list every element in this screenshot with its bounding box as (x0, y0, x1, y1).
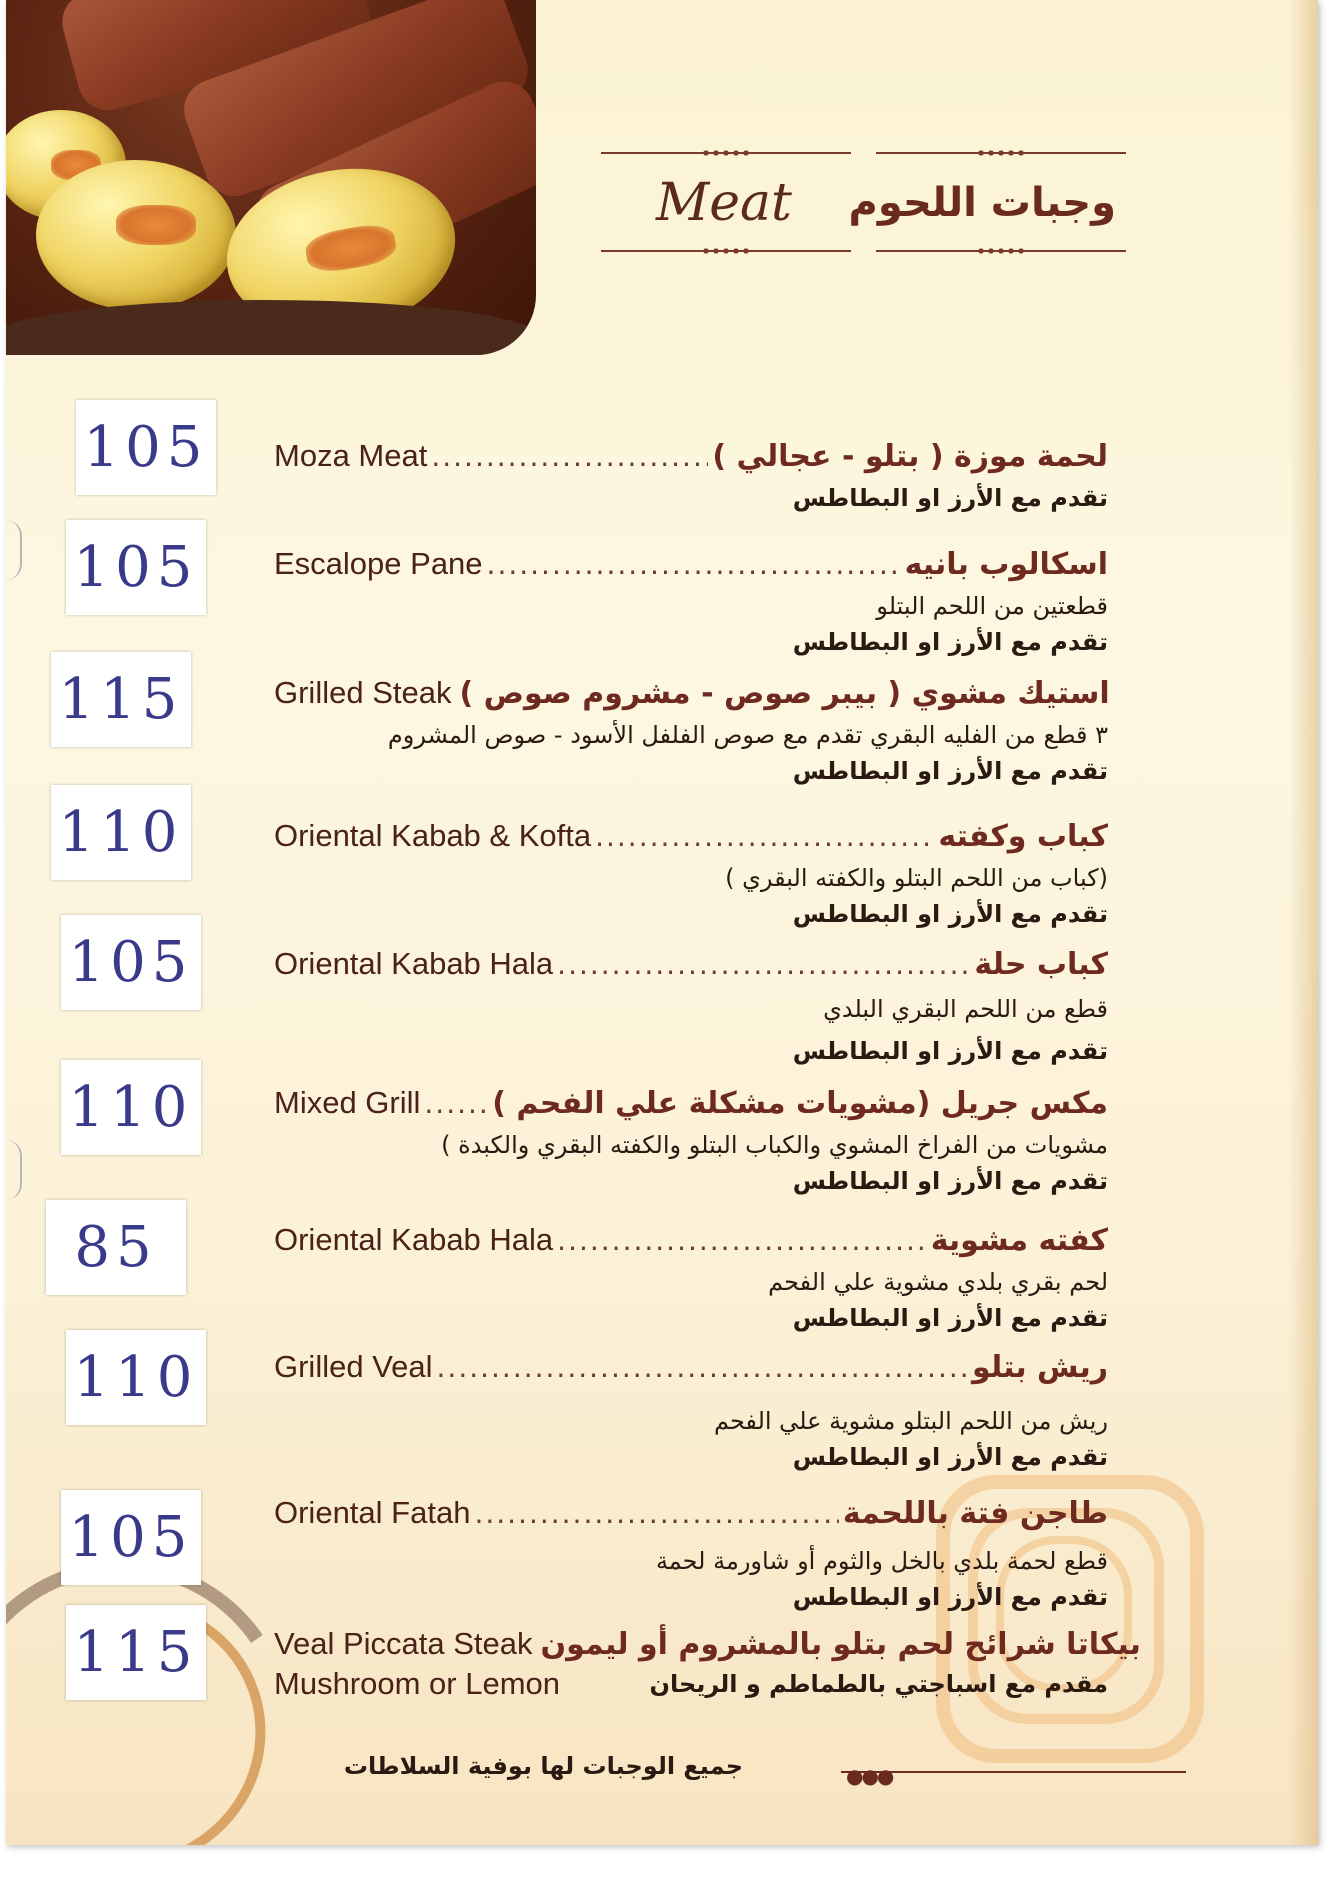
page-edge (1288, 0, 1318, 1845)
item-description-line: مقدم مع اسباجتي بالطماطم و الريحان (649, 1670, 1108, 1698)
item-description-line: مشويات من الفراخ المشوي والكباب البتلو والكفته البقري والكبدة ) (441, 1131, 1108, 1159)
item-description-line: تقدم مع الأرز او البطاطس (792, 1583, 1108, 1611)
price-tag: 115 (66, 1605, 206, 1700)
footer-note: جميع الوجبات لها بوفية السلاطات (343, 1752, 743, 1780)
item-description-line: تقدم مع الأرز او البطاطس (792, 628, 1108, 656)
leader-dots (487, 548, 901, 581)
item-description-line: تقدم مع الأرز او البطاطس (792, 1167, 1108, 1195)
item-name-en: Oriental Kabab Hala (274, 946, 554, 981)
divider (601, 152, 851, 154)
price-column (46, 0, 216, 1845)
divider (876, 250, 1126, 252)
item-name-ar: كباب حلة (974, 947, 1108, 982)
item-name-en: Mixed Grill (274, 1085, 421, 1120)
item-description-line: تقدم مع الأرز او البطاطس (792, 1304, 1108, 1332)
section-header (601, 140, 1131, 260)
price-tag: 85 (46, 1200, 186, 1295)
leader-dots (557, 1224, 927, 1257)
item-name-en: Grilled Veal (274, 1349, 433, 1384)
item-description (274, 717, 1108, 789)
menu-item (274, 546, 1108, 660)
item-name-en: Veal Piccata Steak (274, 1626, 533, 1661)
footer-divider (841, 1771, 1186, 1773)
leader-dots (437, 1351, 969, 1384)
item-description-line: تقدم مع الأرز او البطاطس (792, 1037, 1108, 1065)
price-tag: 115 (51, 652, 191, 747)
item-description (274, 988, 1108, 1072)
item-description-line: ريش من اللحم البتلو مشوية علي الفحم (713, 1407, 1108, 1435)
item-description-line: (كباب من اللحم البتلو والكفته البقري ) (725, 864, 1108, 892)
item-description (274, 1127, 1108, 1199)
item-name-ar: مكس جريل (مشويات مشكلة علي الفحم ) (492, 1086, 1108, 1121)
item-name-en: Escalope Pane (274, 546, 483, 581)
leader-dots (431, 440, 708, 473)
leader-dots (595, 820, 934, 853)
item-name-en-continued: Mushroom or Lemon (274, 1666, 561, 1701)
price-tag: 105 (61, 1490, 201, 1585)
price-tag: 105 (76, 400, 216, 495)
menu-page (6, 0, 1318, 1845)
item-description (274, 1264, 1108, 1336)
item-name-ar: اسكالوب بانيه (904, 547, 1108, 582)
footer-ornament: ●●● (846, 1764, 893, 1788)
section-title-ar: وجبات اللحوم (848, 180, 1116, 226)
menu-item (274, 438, 1108, 516)
menu-item (274, 1495, 1108, 1615)
menu-item (274, 675, 1108, 789)
menu-item (274, 818, 1108, 932)
item-second-line (274, 1666, 1108, 1702)
item-name-en: Oriental Fatah (274, 1495, 471, 1530)
item-name-en: Moza Meat (274, 438, 428, 473)
divider (601, 250, 851, 252)
item-name-en: Grilled Steak (274, 675, 452, 710)
item-description-line: تقدم مع الأرز او البطاطس (792, 900, 1108, 928)
item-description (274, 480, 1108, 516)
divider (876, 152, 1126, 154)
binder-hole (6, 1140, 22, 1200)
item-name-ar: بيكاتا شرائح لحم بتلو بالمشروم أو ليمون (540, 1627, 1141, 1662)
item-name-en: Oriental Kabab & Kofta (274, 818, 592, 853)
item-name-ar: طاجن فتة باللحمة (842, 1496, 1108, 1531)
section-title-en: Meat (656, 173, 792, 233)
menu-item (274, 1626, 1141, 1702)
item-description-line: لحم بقري بلدي مشوية علي الفحم (768, 1268, 1108, 1296)
item-description (274, 860, 1108, 932)
item-description (274, 1543, 1108, 1615)
item-description (274, 588, 1108, 660)
item-name-ar: كباب وكفته (938, 819, 1108, 854)
leader-dots (424, 1087, 488, 1120)
leader-dots (557, 948, 970, 981)
item-name-ar: كفته مشوية (930, 1223, 1108, 1258)
item-description-line: تقدم مع الأرز او البطاطس (792, 757, 1108, 785)
item-name-ar: ريش بتلو (972, 1350, 1108, 1385)
price-tag: 105 (66, 520, 206, 615)
menu-item (274, 1222, 1108, 1336)
menu-item (274, 946, 1108, 1072)
item-description-line: ٣ قطع من الفليه البقري تقدم مع صوص الفلفل الأسود - صوص المشروم (387, 721, 1108, 749)
price-tag: 110 (51, 785, 191, 880)
item-description (274, 1403, 1108, 1475)
item-description-line: تقدم مع الأرز او البطاطس (792, 484, 1108, 512)
item-name-en: Oriental Kabab Hala (274, 1222, 554, 1257)
item-name-ar: استيك مشوي ( بيبر صوص - مشروم صوص ) (459, 676, 1110, 711)
item-name-ar: لحمة موزة ( بتلو - عجالي ) (712, 439, 1108, 474)
price-tag: 110 (61, 1060, 201, 1155)
menu-item (274, 1349, 1108, 1475)
item-description-line: قطع لحمة بلدي بالخل والثوم أو شاورمة لحمة (655, 1547, 1108, 1575)
price-tag: 110 (66, 1330, 206, 1425)
leader-dots (474, 1497, 838, 1530)
item-description-line: قطع من اللحم البقري البلدي (823, 995, 1108, 1023)
item-description-line: قطعتين من اللحم البتلو (876, 592, 1108, 620)
item-description-line: تقدم مع الأرز او البطاطس (792, 1443, 1108, 1471)
menu-item (274, 1085, 1108, 1199)
binder-hole (6, 520, 22, 580)
price-tag: 105 (61, 915, 201, 1010)
